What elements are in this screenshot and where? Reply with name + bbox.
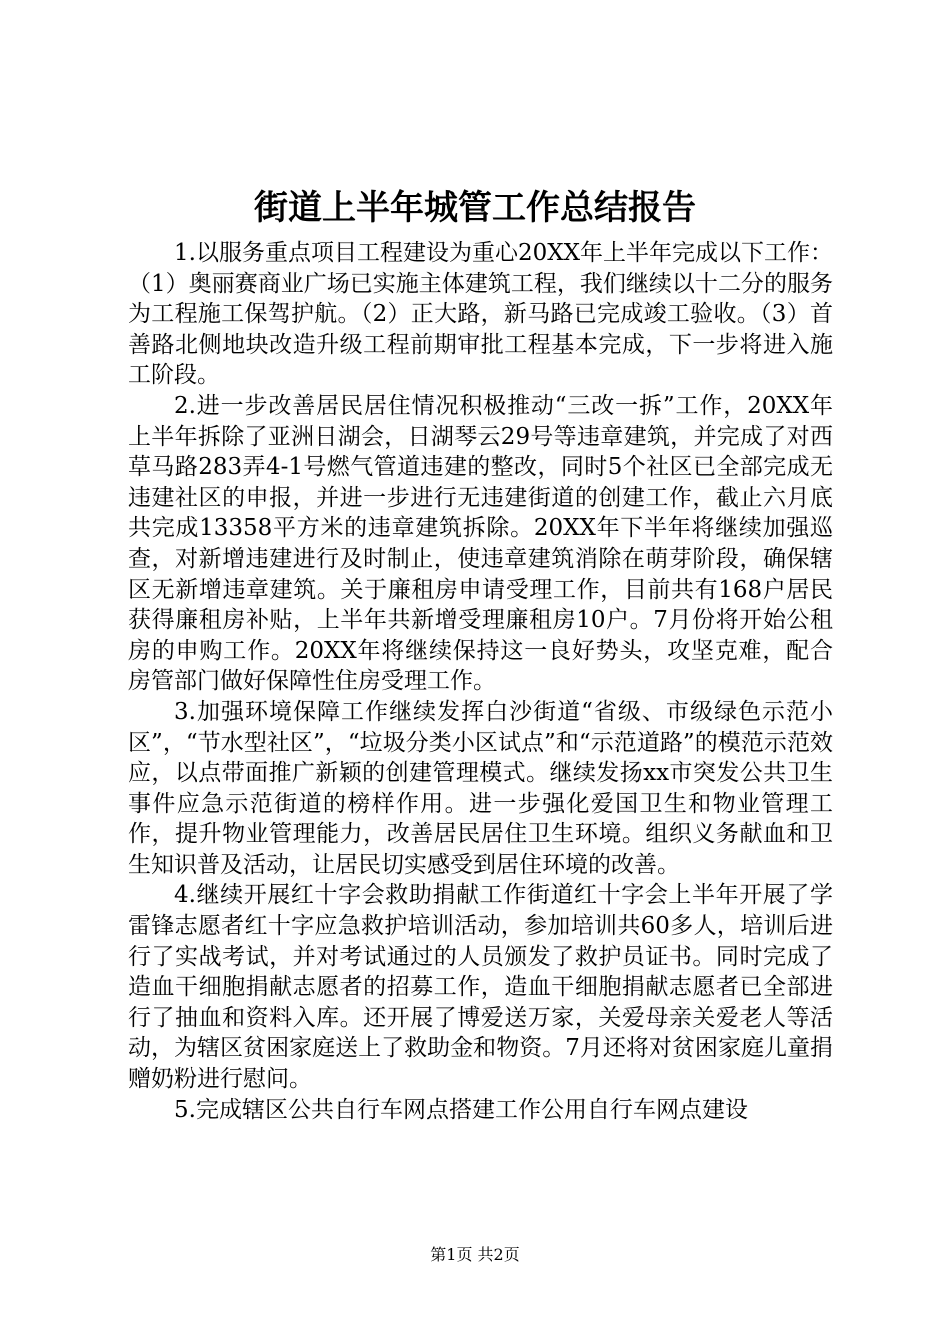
document-body [128, 238, 833, 1125]
page-footer: 第1页 共2页 [430, 1245, 520, 1264]
paragraph-4: 4.继续开展红十字会救助捐献工作街道红十字会上半年开展了学雷锋志愿者红十字应急救护培训活动，参加培训共60多人，培训后进行了实战考试，并对考试通过的人员颁发了救护员证书。同时完成了造血干细胞捐献志愿者的招募工作，造血干细胞捐献志愿者已全部进行了抽血和资料入库。还开展了博爱送万家，关爱母亲关爱老人等活动，为辖区贫困家庭送上了救助金和物资。7月还将对贫困家庭儿童捐赠奶粉进行慰问。 [128, 882, 833, 1093]
document-title: 街道上半年城管工作总结报告 [254, 188, 696, 228]
paragraph-5: 5.完成辖区公共自行车网点搭建工作公用自行车网点建设 [174, 1096, 748, 1123]
paragraph-1: 1.以服务重点项目工程建设为重心20XX年上半年完成以下工作：（1）奥丽赛商业广场已实施主体建筑工程，我们继续以十二分的服务为工程施工保驾护航。（2）正大路，新马路已完成竣工验收。（3）首善路北侧地块改造升级工程前期审批工程基本完成，下一步将进入施工阶段。 [128, 240, 833, 389]
paragraph-3: 3.加强环境保障工作继续发挥白沙街道“省级、市级绿色示范小区”，“节水型社区”，“垃圾分类小区试点”和“示范道路”的模范示范效应，以点带面推广新颖的创建管理模式。继续发扬xx市突发公共卫生事件应急示范街道的榜样作用。进一步强化爱国卫生和物业管理工作，提升物业管理能力，改善居民居住卫生环境。组织义务献血和卫生知识普及活动，让居民切实感受到居住环境的改善。 [128, 698, 833, 878]
paragraph-2: 2.进一步改善居民居住情况积极推动“三改一拆”工作，20XX年上半年拆除了亚洲日湖会，日湖琴云29号等违章建筑，并完成了对西草马路283弄4-1号燃气管道违建的整改，同时5个社区已全部完成无违建社区的申报，并进一步进行无违建街道的创建工作，截止六月底共完成13358平方米的违章建筑拆除。20XX年下半年将继续加强巡查，对新增违建进行及时制止，使违章建筑消除在萌芽阶段，确保辖区无新增违章建筑。关于廉租房申请受理工作，目前共有168户居民获得廉租房补贴，上半年共新增受理廉租房10户。7月份将开始公租房的申购工作。20XX年将继续保持这一良好势头，攻坚克难，配合房管部门做好保障性住房受理工作。 [128, 392, 833, 695]
